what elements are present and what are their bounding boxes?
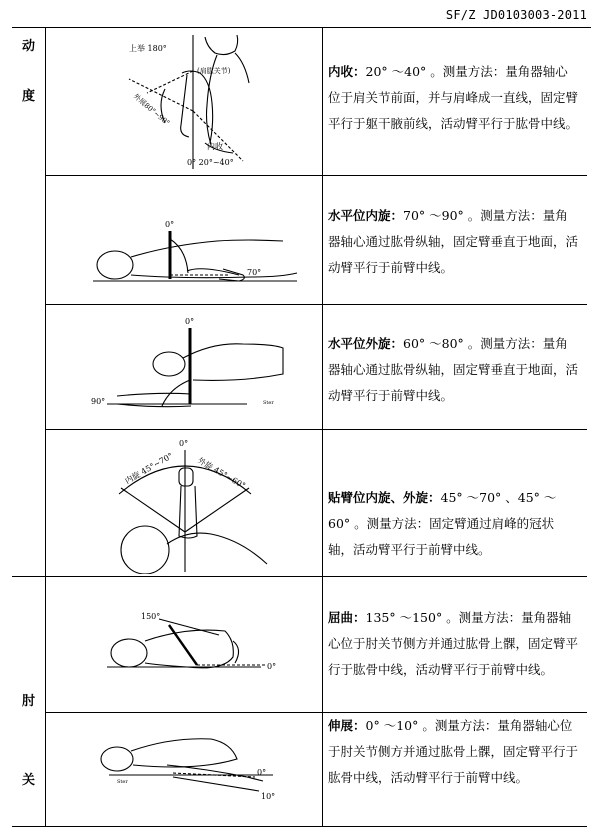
figure-elbow-flexion bbox=[47, 601, 323, 707]
figure-shoulder-adduction bbox=[47, 31, 323, 171]
figure-elbow-extension bbox=[47, 717, 323, 823]
row-title: 屈曲： bbox=[328, 610, 366, 625]
row-body: 20° ～40° 。测量方法：量角器轴心位于肩关节前面，并与肩峰成一直线，固定臂平行于躯干腋前线，活动臂平行于肱骨中线。 bbox=[328, 64, 579, 131]
category-char: 动 bbox=[21, 39, 35, 54]
figure-label: 0° bbox=[257, 768, 267, 777]
figure-label: 10° bbox=[261, 792, 276, 801]
category-char: 度 bbox=[21, 89, 35, 104]
row-description bbox=[328, 713, 578, 791]
figure-horizontal-external-rotation bbox=[47, 308, 323, 426]
category-char: 肘 bbox=[21, 694, 35, 709]
row-body: 45° ～70° 、45° ～60° 。测量方法：固定臂通过肩峰的冠状轴，活动臂平行于前臂中线。 bbox=[328, 490, 557, 557]
row-divider bbox=[45, 304, 587, 305]
figure-label: 上举 180° bbox=[129, 44, 167, 53]
figure-label: 外旋 45°~60° bbox=[196, 455, 247, 491]
row-divider bbox=[45, 175, 587, 176]
row-description bbox=[328, 203, 578, 281]
figure-label: 0° bbox=[179, 439, 189, 448]
figure-label: 90° bbox=[91, 397, 106, 406]
section-divider bbox=[12, 576, 587, 577]
row-description bbox=[328, 605, 578, 683]
row-body: 135° ～150° 。测量方法：量角器轴心位于肘关节侧方并通过肱骨上髁，固定臂平行于肱骨中线，活动臂平行于前臂中线。 bbox=[328, 610, 579, 677]
row-title: 水平位外旋： bbox=[328, 336, 404, 351]
row-description bbox=[328, 331, 578, 409]
row-body: 0° ～10° 。测量方法：量角器轴心位于肘关节侧方并通过肱骨上髁，固定臂平行于肱骨中线，活动臂平行于前臂中线。 bbox=[328, 718, 579, 785]
figure-label: 0° bbox=[267, 662, 277, 671]
figure-adducted-rotation bbox=[47, 432, 323, 574]
figure-label: (肩肱关节) bbox=[197, 67, 231, 75]
column-divider bbox=[45, 27, 46, 827]
figure-label: 0° bbox=[165, 220, 175, 229]
row-description bbox=[328, 59, 578, 137]
category-char: 关 bbox=[21, 773, 35, 788]
figure-label: 内收 bbox=[207, 142, 223, 151]
figure-label: 150° bbox=[141, 612, 161, 621]
row-title: 贴臂位内旋、外旋： bbox=[328, 490, 441, 505]
table-bottom-rule bbox=[12, 826, 587, 827]
svg-text:Ster: Ster bbox=[117, 779, 128, 785]
figure-horizontal-internal-rotation bbox=[47, 179, 323, 301]
row-divider bbox=[45, 429, 587, 430]
figure-label: 0° 20°~40° bbox=[187, 158, 234, 167]
svg-text:Ster: Ster bbox=[263, 400, 274, 406]
figure-label: 0° bbox=[185, 317, 195, 326]
row-body: 70° ～90° 。测量方法：量角器轴心通过肱骨纵轴，固定臂垂直于地面，活动臂平行于前臂中线。 bbox=[328, 208, 579, 275]
figure-label: 内旋 45°~70° bbox=[123, 451, 175, 486]
row-body: 60° ～80° 。测量方法：量角器轴心通过肱骨纵轴，固定臂垂直于地面，活动臂平行于前臂中线。 bbox=[328, 336, 579, 403]
row-title: 内收： bbox=[328, 64, 366, 79]
range-of-motion-table bbox=[12, 27, 587, 827]
row-title: 伸展： bbox=[328, 718, 366, 733]
row-description bbox=[328, 485, 578, 563]
row-title: 水平位内旋： bbox=[328, 208, 404, 223]
document-code: SF/Z JD0103003-2011 bbox=[445, 8, 587, 22]
figure-label: 外展80°~90° bbox=[131, 92, 172, 128]
figure-label: 70° bbox=[247, 268, 262, 277]
